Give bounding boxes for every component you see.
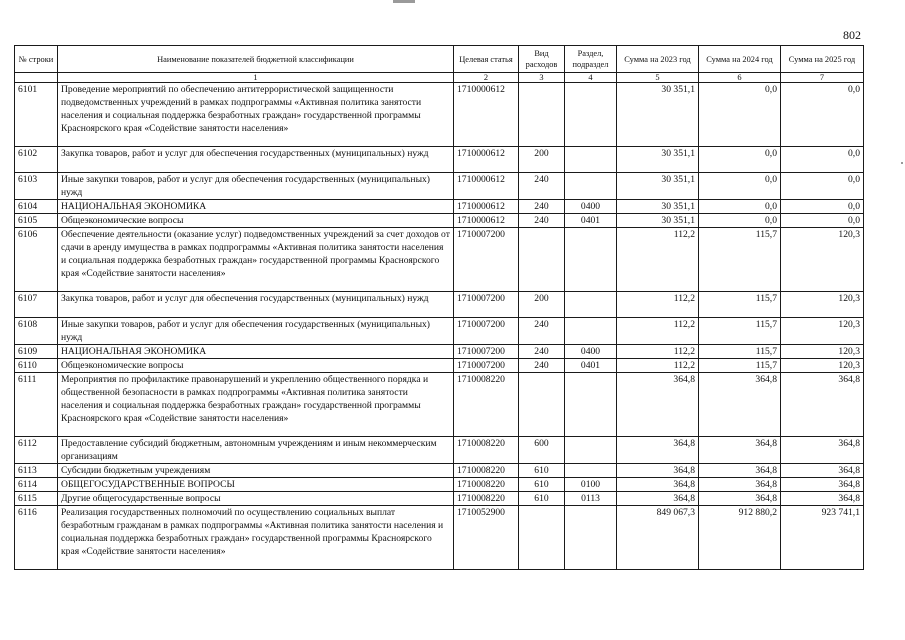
expense-type-cell: 240 [519, 173, 565, 200]
sum-2023-cell: 364,8 [617, 437, 699, 464]
sum-2023-cell: 30 351,1 [617, 147, 699, 173]
column-number: 4 [565, 73, 617, 83]
column-number-row [15, 73, 864, 83]
header-expense-type: Вид расходов [519, 46, 565, 73]
column-number: 7 [781, 73, 864, 83]
expense-type-cell [519, 83, 565, 147]
table-row [15, 318, 864, 345]
section-cell [565, 437, 617, 464]
section-cell [565, 173, 617, 200]
expense-type-cell: 240 [519, 345, 565, 359]
table-body [15, 83, 864, 570]
scan-mark [393, 0, 415, 3]
table-row [15, 506, 864, 570]
expense-type-cell: 240 [519, 214, 565, 228]
scan-speck [901, 162, 903, 164]
indicator-name-cell: Иные закупки товаров, работ и услуг для обеспечения государственных (муниципальных) нужд [58, 318, 454, 345]
sum-2023-cell: 364,8 [617, 373, 699, 437]
section-cell: 0400 [565, 345, 617, 359]
target-article-cell: 1710008220 [454, 437, 519, 464]
sum-2023-cell: 112,2 [617, 292, 699, 318]
budget-table [14, 45, 864, 570]
sum-2024-cell: 0,0 [699, 200, 781, 214]
indicator-name-cell: Проведение мероприятий по обеспечению антитеррористической защищенности подведомственных учреждений в рамках подпрограммы «Активная политика занятости населения и социальная поддержка безработных граждан» государственной программы Красноярского края «Содействие занятости населения» [58, 83, 454, 147]
section-cell: 0401 [565, 214, 617, 228]
section-cell: 0113 [565, 492, 617, 506]
header-row [15, 46, 864, 73]
target-article-cell: 1710000612 [454, 83, 519, 147]
target-article-cell: 1710008220 [454, 492, 519, 506]
row-number-cell: 6102 [15, 147, 58, 173]
sum-2024-cell: 0,0 [699, 173, 781, 200]
expense-type-cell: 240 [519, 359, 565, 373]
row-number-cell: 6106 [15, 228, 58, 292]
table-row [15, 359, 864, 373]
target-article-cell: 1710008220 [454, 478, 519, 492]
header-sum-2023: Сумма на 2023 год [617, 46, 699, 73]
table-row [15, 492, 864, 506]
section-cell [565, 506, 617, 570]
table-row [15, 214, 864, 228]
indicator-name-cell: Мероприятия по профилактике правонарушений и укреплению общественного порядка и общественной безопасности в рамках подпрограммы «Активная политика занятости населения и социальная поддержка безработных граждан» государственной программы Красноярского края «Содействие занятости населения» [58, 373, 454, 437]
row-number-cell: 6101 [15, 83, 58, 147]
table-row [15, 147, 864, 173]
sum-2024-cell: 115,7 [699, 292, 781, 318]
row-number-cell: 6104 [15, 200, 58, 214]
table-row [15, 228, 864, 292]
header-indicator-name: Наименование показателей бюджетной классификации [58, 46, 454, 73]
table-row [15, 200, 864, 214]
sum-2024-cell: 912 880,2 [699, 506, 781, 570]
sum-2023-cell: 112,2 [617, 318, 699, 345]
header-target-article: Целевая статья [454, 46, 519, 73]
header-row-number: № строки [15, 46, 58, 73]
sum-2024-cell: 115,7 [699, 345, 781, 359]
expense-type-cell [519, 506, 565, 570]
expense-type-cell: 610 [519, 478, 565, 492]
target-article-cell: 1710008220 [454, 373, 519, 437]
sum-2025-cell: 0,0 [781, 147, 864, 173]
row-number-cell: 6108 [15, 318, 58, 345]
header-sum-2025: Сумма на 2025 год [781, 46, 864, 73]
expense-type-cell: 610 [519, 464, 565, 478]
sum-2023-cell: 30 351,1 [617, 200, 699, 214]
target-article-cell: 1710000612 [454, 147, 519, 173]
row-number-cell: 6107 [15, 292, 58, 318]
row-number-cell: 6114 [15, 478, 58, 492]
sum-2025-cell: 120,3 [781, 359, 864, 373]
sum-2023-cell: 112,2 [617, 359, 699, 373]
indicator-name-cell: Закупка товаров, работ и услуг для обеспечения государственных (муниципальных) нужд [58, 292, 454, 318]
sum-2024-cell: 0,0 [699, 83, 781, 147]
section-cell [565, 373, 617, 437]
expense-type-cell: 240 [519, 200, 565, 214]
table-row [15, 373, 864, 437]
sum-2024-cell: 364,8 [699, 478, 781, 492]
sum-2025-cell: 364,8 [781, 478, 864, 492]
table-row [15, 437, 864, 464]
column-number: 3 [519, 73, 565, 83]
section-cell: 0401 [565, 359, 617, 373]
sum-2025-cell: 120,3 [781, 318, 864, 345]
sum-2025-cell: 923 741,1 [781, 506, 864, 570]
header-sum-2024: Сумма на 2024 год [699, 46, 781, 73]
section-cell [565, 228, 617, 292]
sum-2024-cell: 364,8 [699, 492, 781, 506]
indicator-name-cell: Обеспечение деятельности (оказание услуг) подведомственных учреждений за счет доходов от сдачи в аренду имущества в рамках подпрограммы «Активная политика занятости населения и социальная поддержка безработных граждан» государственной программы Красноярского края «Содействие занятости населения» [58, 228, 454, 292]
sum-2025-cell: 120,3 [781, 292, 864, 318]
indicator-name-cell: Другие общегосударственные вопросы [58, 492, 454, 506]
table-row [15, 292, 864, 318]
sum-2023-cell: 112,2 [617, 228, 699, 292]
sum-2025-cell: 120,3 [781, 228, 864, 292]
row-number-cell: 6113 [15, 464, 58, 478]
sum-2024-cell: 364,8 [699, 437, 781, 464]
row-number-cell: 6110 [15, 359, 58, 373]
sum-2023-cell: 364,8 [617, 492, 699, 506]
table-row [15, 173, 864, 200]
sum-2024-cell: 115,7 [699, 318, 781, 345]
page-number: 802 [843, 28, 861, 42]
expense-type-cell: 610 [519, 492, 565, 506]
target-article-cell: 1710007200 [454, 228, 519, 292]
sum-2024-cell: 115,7 [699, 359, 781, 373]
indicator-name-cell: Субсидии бюджетным учреждениям [58, 464, 454, 478]
section-cell [565, 292, 617, 318]
table-row [15, 464, 864, 478]
sum-2025-cell: 120,3 [781, 345, 864, 359]
target-article-cell: 1710007200 [454, 345, 519, 359]
sum-2023-cell: 364,8 [617, 464, 699, 478]
expense-type-cell [519, 228, 565, 292]
row-number-cell: 6103 [15, 173, 58, 200]
sum-2023-cell: 30 351,1 [617, 83, 699, 147]
target-article-cell: 1710000612 [454, 200, 519, 214]
sum-2023-cell: 112,2 [617, 345, 699, 359]
sum-2024-cell: 0,0 [699, 147, 781, 173]
indicator-name-cell: Предоставление субсидий бюджетным, автономным учреждениям и иным некоммерческим организациям [58, 437, 454, 464]
indicator-name-cell: Реализация государственных полномочий по осуществлению социальных выплат безработным гражданам в рамках подпрограммы «Активная политика занятости населения и социальная поддержка безработных граждан» государственной программы Красноярского края «Содействие занятости населения» [58, 506, 454, 570]
row-number-cell: 6109 [15, 345, 58, 359]
section-cell [565, 147, 617, 173]
sum-2023-cell: 30 351,1 [617, 214, 699, 228]
indicator-name-cell: НАЦИОНАЛЬНАЯ ЭКОНОМИКА [58, 200, 454, 214]
row-number-cell: 6116 [15, 506, 58, 570]
expense-type-cell: 200 [519, 292, 565, 318]
sum-2024-cell: 0,0 [699, 214, 781, 228]
column-number: 1 [58, 73, 454, 83]
sum-2024-cell: 115,7 [699, 228, 781, 292]
row-number-cell: 6105 [15, 214, 58, 228]
section-cell: 0400 [565, 200, 617, 214]
column-number: 2 [454, 73, 519, 83]
sum-2025-cell: 0,0 [781, 83, 864, 147]
indicator-name-cell: Закупка товаров, работ и услуг для обеспечения государственных (муниципальных) нужд [58, 147, 454, 173]
target-article-cell: 1710008220 [454, 464, 519, 478]
column-number: 6 [699, 73, 781, 83]
table-row [15, 83, 864, 147]
indicator-name-cell: Общеэкономические вопросы [58, 359, 454, 373]
target-article-cell: 1710007200 [454, 318, 519, 345]
sum-2023-cell: 30 351,1 [617, 173, 699, 200]
sum-2025-cell: 0,0 [781, 173, 864, 200]
row-number-cell: 6115 [15, 492, 58, 506]
table-row [15, 478, 864, 492]
row-number-cell: 6111 [15, 373, 58, 437]
target-article-cell: 1710000612 [454, 214, 519, 228]
table-row [15, 345, 864, 359]
expense-type-cell [519, 373, 565, 437]
indicator-name-cell: ОБЩЕГОСУДАРСТВЕННЫЕ ВОПРОСЫ [58, 478, 454, 492]
expense-type-cell: 240 [519, 318, 565, 345]
sum-2025-cell: 364,8 [781, 373, 864, 437]
target-article-cell: 1710007200 [454, 292, 519, 318]
target-article-cell: 1710007200 [454, 359, 519, 373]
sum-2025-cell: 0,0 [781, 214, 864, 228]
indicator-name-cell: НАЦИОНАЛЬНАЯ ЭКОНОМИКА [58, 345, 454, 359]
sum-2025-cell: 364,8 [781, 437, 864, 464]
sum-2025-cell: 364,8 [781, 492, 864, 506]
indicator-name-cell: Общеэкономические вопросы [58, 214, 454, 228]
expense-type-cell: 600 [519, 437, 565, 464]
section-cell [565, 83, 617, 147]
sum-2023-cell: 849 067,3 [617, 506, 699, 570]
indicator-name-cell: Иные закупки товаров, работ и услуг для обеспечения государственных (муниципальных) нужд [58, 173, 454, 200]
sum-2023-cell: 364,8 [617, 478, 699, 492]
column-number: 5 [617, 73, 699, 83]
sum-2025-cell: 0,0 [781, 200, 864, 214]
row-number-cell: 6112 [15, 437, 58, 464]
section-cell [565, 318, 617, 345]
expense-type-cell: 200 [519, 147, 565, 173]
header-section: Раздел, подраздел [565, 46, 617, 73]
sum-2024-cell: 364,8 [699, 373, 781, 437]
section-cell: 0100 [565, 478, 617, 492]
column-number [15, 73, 58, 83]
sum-2024-cell: 364,8 [699, 464, 781, 478]
target-article-cell: 1710052900 [454, 506, 519, 570]
section-cell [565, 464, 617, 478]
sum-2025-cell: 364,8 [781, 464, 864, 478]
target-article-cell: 1710000612 [454, 173, 519, 200]
